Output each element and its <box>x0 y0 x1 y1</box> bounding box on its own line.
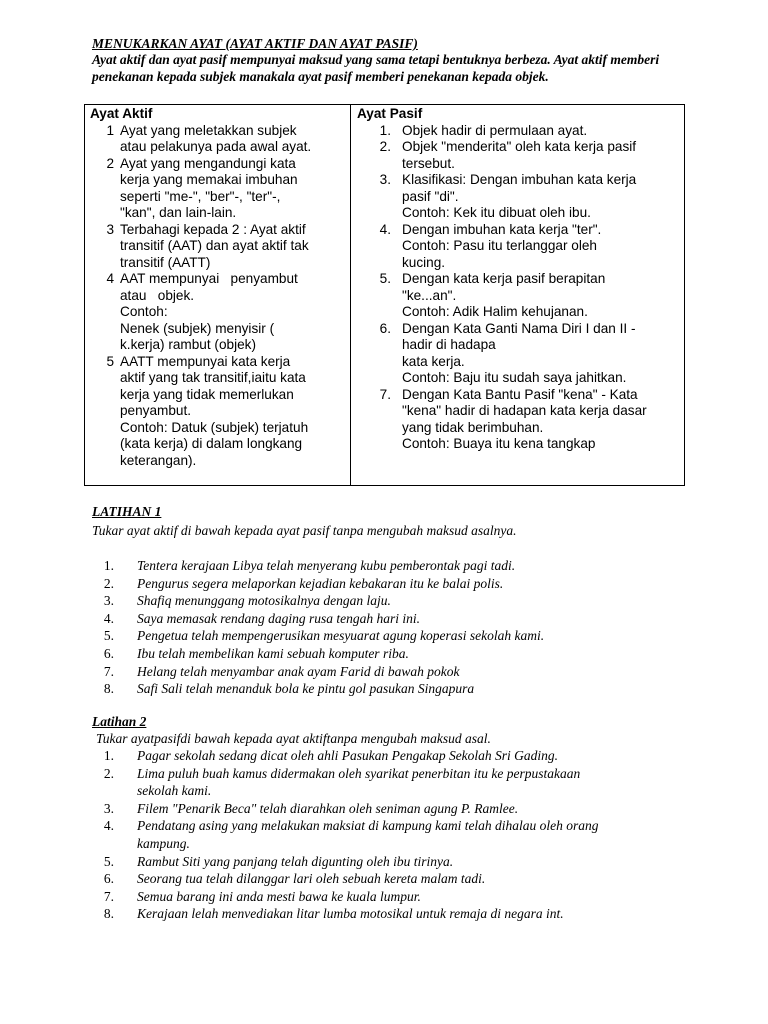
item-number: 5. <box>103 853 114 869</box>
item-line: Kerajaan lelah menvediakan litar lumba motosikal untuk remaja di negara int. <box>137 906 564 922</box>
item-text <box>137 747 652 765</box>
intro-paragraph: Ayat aktif dan ayat pasif mempunyai maksud yang sama tetapi bentuknya berbeza. Ayat aktif memberi penekanan kepada subjek manakala ayat pasif memberi penekanan kepada objek. <box>92 52 660 84</box>
item-text <box>120 123 342 156</box>
item-number: 6. <box>103 871 114 887</box>
latihan2-list <box>92 747 652 923</box>
item-text <box>137 663 652 681</box>
item-number: 7. <box>103 663 114 679</box>
item-number: 5. <box>379 271 391 286</box>
latihan2-item <box>92 765 652 800</box>
aktif-item <box>90 222 342 272</box>
item-text <box>137 888 652 906</box>
item-number: 4. <box>379 221 391 237</box>
latihan2-instruction: Tukar ayatpasifdi bawah kepada ayat aktiftanpa mengubah maksud asal. <box>96 731 491 746</box>
item-line: "ke...an". <box>402 287 457 303</box>
item-line: pasif "di". <box>402 188 459 204</box>
item-text <box>137 680 652 698</box>
item-number: 3 <box>106 221 114 237</box>
item-number: 5 <box>106 353 114 369</box>
item-line: kerja yang memakai imbuhan <box>120 172 298 187</box>
table-column-divider <box>350 105 351 485</box>
item-line: tersebut. <box>402 155 455 171</box>
item-text <box>137 800 652 818</box>
item-line: Contoh: Baju itu sudah saya jahitkan. <box>402 370 627 385</box>
item-line: Ayat yang meletakkan subjek <box>120 122 297 138</box>
item-line: Contoh: Kek itu dibuat oleh ibu. <box>402 205 591 220</box>
pasif-item <box>357 172 682 222</box>
pasif-item <box>357 271 682 321</box>
item-text <box>120 222 342 272</box>
item-line: Objek hadir di permulaan ayat. <box>402 122 588 138</box>
latihan2-item <box>92 853 652 871</box>
item-line: yang tidak berimbuhan. <box>402 419 544 435</box>
item-line: Pendatang asing yang melakukan maksiat di kampung kami telah dihalau oleh orang <box>137 818 599 834</box>
item-line: Contoh: <box>120 304 168 319</box>
item-line: (kata kerja) di dalam longkang <box>120 436 303 451</box>
pasif-list <box>357 123 682 453</box>
latihan2-title: Latihan 2 <box>92 714 147 729</box>
item-number: 4 <box>106 271 114 286</box>
item-line: Terbahagi kepada 2 : Ayat aktif <box>120 221 306 237</box>
item-line: "kena" hadir di hadapan kata kerja dasar <box>402 403 647 418</box>
item-line: kampung. <box>137 835 190 851</box>
pasif-item <box>357 139 682 172</box>
item-line: Saya memasak rendang daging rusa tengah hari ini. <box>137 610 420 626</box>
item-line: Pengurus segera melaporkan kejadian kebakaran itu ke balai polis. <box>137 575 504 591</box>
item-number: 2. <box>103 575 114 591</box>
item-number: 5. <box>103 628 114 644</box>
item-line: Contoh: Pasu itu terlanggar oleh <box>402 238 597 253</box>
latihan2-item <box>92 888 652 906</box>
item-line: Helang telah menyambar anak ayam Farid di bawah pokok <box>137 663 460 679</box>
item-line: "kan", dan lain-lain. <box>120 205 237 220</box>
item-text <box>137 870 652 888</box>
item-number: 7. <box>103 888 114 904</box>
item-line: hadir di hadapa <box>402 337 496 352</box>
item-number: 2. <box>103 765 114 781</box>
item-line: AATT mempunyai kata kerja <box>120 353 291 369</box>
item-line: k.kerja) rambut (objek) <box>120 337 256 352</box>
latihan1-item <box>92 610 652 628</box>
item-number: 6. <box>103 645 114 661</box>
item-number: 8. <box>103 906 114 922</box>
latihan2-item <box>92 905 652 923</box>
item-line: Lima puluh buah kamus didermakan oleh syarikat penerbitan itu ke perpustakaan <box>137 765 581 781</box>
item-text <box>402 321 682 387</box>
item-line: sekolah kami. <box>137 783 212 799</box>
item-line: Pagar sekolah sedang dicat oleh ahli Pasukan Pengakap Sekolah Sri Gading. <box>137 748 559 763</box>
item-line: Rambut Siti yang panjang telah digunting oleh ibu tirinya. <box>137 853 454 869</box>
item-text <box>137 905 652 923</box>
item-line: Objek "menderita" oleh kata kerja pasif <box>402 139 637 154</box>
item-text <box>137 592 652 610</box>
item-line: kucing. <box>402 254 446 270</box>
item-text <box>402 172 682 222</box>
item-line: kata kerja. <box>402 353 465 369</box>
item-line: keterangan). <box>120 452 197 468</box>
aktif-column <box>90 106 342 469</box>
item-line: atau pelakunya pada awal ayat. <box>120 139 312 154</box>
aktif-item <box>90 123 342 156</box>
aktif-list <box>90 123 342 470</box>
item-text <box>120 156 342 222</box>
latihan1-title: LATIHAN 1 <box>92 504 162 519</box>
item-line: Contoh: Datuk (subjek) terjatuh <box>120 419 309 435</box>
item-number: 3. <box>379 172 391 187</box>
item-text <box>137 610 652 628</box>
item-line: atau objek. <box>120 287 195 303</box>
item-text <box>137 557 652 575</box>
item-text <box>137 645 652 663</box>
item-line: transitif (AAT) dan ayat aktif tak <box>120 238 309 253</box>
item-line: Pengetua telah mempengerusikan mesyuarat agung koperasi sekolah kami. <box>137 628 545 644</box>
item-number: 3. <box>103 800 114 816</box>
item-text <box>137 575 652 593</box>
latihan1-item <box>92 680 652 698</box>
item-line: Ibu telah membelikan kami sebuah komputer riba. <box>137 645 409 661</box>
item-line: kerja yang tidak memerlukan <box>120 386 294 402</box>
item-text <box>402 139 682 172</box>
latihan1-item <box>92 592 652 610</box>
item-number: 3. <box>103 593 114 609</box>
latihan1-item <box>92 557 652 575</box>
item-line: Dengan kata kerja pasif berapitan <box>402 271 606 286</box>
item-text <box>120 354 342 470</box>
item-number: 6. <box>379 320 391 336</box>
item-line: Filem "Penarik Beca" telah diarahkan oleh seniman agung P. Ramlee. <box>137 800 519 816</box>
item-line: Tentera kerajaan Libya telah menyerang kubu pemberontak pagi tadi. <box>137 558 516 573</box>
latihan1-item <box>92 645 652 663</box>
item-line: Dengan Kata Bantu Pasif "kena" - Kata <box>402 386 638 402</box>
item-text <box>402 222 682 272</box>
latihan1-list <box>92 557 652 698</box>
page-title: MENUKARKAN AYAT (AYAT AKTIF DAN AYAT PASIF) <box>92 36 418 51</box>
aktif-item <box>90 354 342 470</box>
pasif-heading: Ayat Pasif <box>357 106 423 121</box>
item-text <box>402 123 682 140</box>
latihan1-instruction: Tukar ayat aktif di bawah kepada ayat pasif tanpa mengubah maksud asalnya. <box>92 523 517 538</box>
pasif-item <box>357 321 682 387</box>
item-line: aktif yang tak transitif,iaitu kata <box>120 370 306 385</box>
item-number: 4. <box>103 818 114 834</box>
item-text <box>402 387 682 453</box>
pasif-item <box>357 222 682 272</box>
item-line: seperti "me-", "ber"-, "ter"-, <box>120 188 281 204</box>
item-line: AAT mempunyai penyambut <box>120 271 298 286</box>
item-number: 1. <box>103 558 114 573</box>
latihan1-item <box>92 627 652 645</box>
item-line: Klasifikasi: Dengan imbuhan kata kerja <box>402 172 637 187</box>
item-line: penyambut. <box>120 403 192 418</box>
item-line: Safi Sali telah menanduk bola ke pintu gol pasukan Singapura <box>137 681 475 697</box>
latihan2-item <box>92 870 652 888</box>
item-text <box>402 271 682 321</box>
item-text <box>137 765 652 800</box>
latihan1-item <box>92 663 652 681</box>
item-line: Shafiq menunggang motosikalnya dengan laju. <box>137 593 391 609</box>
pasif-item <box>357 387 682 453</box>
latihan2-item <box>92 747 652 765</box>
item-text <box>137 817 652 852</box>
item-line: Contoh: Adik Halim kehujanan. <box>402 304 588 319</box>
item-number: 4. <box>103 610 114 626</box>
comparison-table <box>84 104 685 486</box>
pasif-item <box>357 123 682 140</box>
item-number: 1. <box>379 122 391 138</box>
latihan2-item <box>92 817 652 852</box>
aktif-item <box>90 156 342 222</box>
item-line: Nenek (subjek) menyisir ( <box>120 320 275 336</box>
item-number: 2 <box>106 155 114 171</box>
item-line: Contoh: Buaya itu kena tangkap <box>402 436 596 451</box>
item-number: 1 <box>106 122 114 138</box>
item-line: Dengan Kata Ganti Nama Diri I dan II - <box>402 320 636 336</box>
item-text <box>137 627 652 645</box>
item-number: 1. <box>103 748 114 763</box>
item-line: Dengan imbuhan kata kerja "ter". <box>402 221 602 237</box>
item-text <box>120 271 342 354</box>
item-number: 8. <box>103 681 114 697</box>
latihan2-item <box>92 800 652 818</box>
latihan1-item <box>92 575 652 593</box>
item-number: 7. <box>379 386 391 402</box>
item-text <box>137 853 652 871</box>
aktif-item <box>90 271 342 354</box>
pasif-column <box>357 106 682 453</box>
aktif-heading: Ayat Aktif <box>90 106 153 121</box>
item-line: Semua barang ini anda mesti bawa ke kuala lumpur. <box>137 888 421 904</box>
item-line: Ayat yang mengandungi kata <box>120 155 296 171</box>
item-line: Seorang tua telah dilanggar lari oleh sebuah kereta malam tadi. <box>137 871 486 887</box>
item-line: transitif (AATT) <box>120 254 211 270</box>
item-number: 2. <box>379 139 391 154</box>
